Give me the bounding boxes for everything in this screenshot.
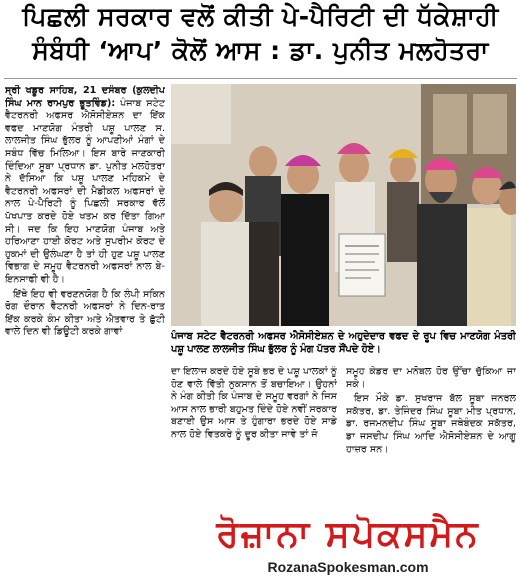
left-text-column (5, 85, 165, 510)
headline-line-2: ਸੰਬੰਧੀ ‘ਆਪ’ ਕੋਲੋਂ ਆਸ : ਡਾ. ਪੁਨੀਤ ਮਲਹੋਤਰਾ (32, 36, 489, 65)
news-photo-illustration (171, 84, 516, 326)
photo-caption: ਪੰਜਾਬ ਸਟੇਟ ਵੈਟਰਨਰੀ ਅਫਸਰ ਐਸੋਸੀਏਸ਼ਨ ਦੇ ਅਹੁਦੇਦਾਰ ਵਫਦ ਦੇ ਰੂਪ ਵਿਚ ਮਾਣਯੋਗ ਮੰਤਰੀ ਪਸ਼ੂ ਪਾਲਣ ਲਾਲਜੀਤ ਸਿੰਘ ਭੁੱਲਰ ਨੂੰ ਮੰਗ ਪੱਤਰ ਸੌਂਪਦੇ ਹੋਏ। (171, 331, 516, 355)
article-paragraph: ਦਾ ਇਲਾਜ ਕਰਦੇ ਹੋਏ ਸੂਬੇ ਭਰ ਦੇ ਪਸ਼ੂ ਪਾਲਕਾਂ ਨੂੰ ਹੋਣ ਵਾਲੇ ਵਿੱਤੀ ਨੁਕਸਾਨ ਤੋਂ ਬਚਾਇਆ। ਉਹਨਾਂ ਨੇ ਮੰਗ ਕੀਤੀ ਕਿ ਪੰਜਾਬ ਦੇ ਸਮੂਹ ਵਰਗਾਂ ਨੇ ਜਿਸ ਆਸ ਨਾਲ ਭਾਰੀ ਬਹੁਮਤ ਦਿੰਦੇ ਹੋਏ ਨਵੀਂ ਸਰਕਾਰ ਬਣਾਈ ਉਸ ਆਸ ਤੇ ਹੁੰਗਾਰਾ ਭਰਦੇ ਹੋਏ ਸਾਡੇ ਨਾਲ ਹੋਏ ਵਿਤਕਰੇ ਨੂੰ ਦੂਰ ਕੀਤਾ ਜਾਵੇ ਤਾਂ ਜੋ (171, 366, 337, 440)
article-paragraph: ਸਮੂਹ ਕੇਡਰ ਦਾ ਮਨੋਬਲ ਹੋਰ ਉੱਚਾ ਚੁੱਕਿਆ ਜਾ ਸਕੇ। (346, 366, 516, 390)
news-photo (171, 84, 516, 326)
middle-text-column (171, 366, 337, 510)
headline-divider (4, 78, 517, 79)
newspaper-masthead: ਰੋਜ਼ਾਨਾ ਸਪੋਕਸਮੈਨ (216, 513, 480, 555)
article-paragraph: ਇੱਥੇ ਇਹ ਵੀ ਵਰਣਨਯੋਗ ਹੈ ਕਿ ਲੰਪੀ ਸਕਿਨ ਰੋਗ ਦੌਰਾਨ ਵੈਟਨਰੀ ਅਫਸਰਾਂ ਨੇ ਦਿਨ-ਰਾਤ ਇੱਕ ਕਰਕੇ ਕੰਮ ਕੀਤਾ ਅਤੇ ਐਤਵਾਰ ਤੇ ਛੁੱਟੀ ਵਾਲੇ ਦਿਨ ਵੀ ਡਿਊਟੀ ਕਰਕੇ ਗਾਵਾਂ (5, 288, 165, 338)
headline-line-1: ਪਿਛਲੀ ਸਰਕਾਰ ਵਲੋਂ ਕੀਤੀ ਪੇ-ਪੈਰਿਟੀ ਦੀ ਧੱਕੇਸ਼ਾਹੀ (22, 2, 499, 31)
article-paragraph: ਪੰਜਾਬ ਸਟੇਟ ਵੈਟਰਨਰੀ ਅਫਸਰ ਐਸੋਸੀਏਸ਼ਨ ਦਾ ਇੱਕ ਵਫਦ ਮਾਣਯੋਗ ਮੰਤਰੀ ਪਸ਼ੂ ਪਾਲਣ ਸ. ਲਾਲਜੀਤ ਸਿੰਘ ਭੁੱਲਰ ਨੂੰ ਆਪਣੀਆਂ ਮੰਗਾਂ ਦੇ ਸਬੰਧ ਵਿੱਚ ਮਿਲਿਆ। ਇਸ ਬਾਰੇ ਜਾਣਕਾਰੀ ਦਿੰਦਿਆ ਸੂਬਾ ਪ੍ਰਧਾਨ ਡਾ. ਪੁਨੀਤ ਮਲਹੋਤਰਾ ਨੇ ਦੱਸਿਆ ਕਿ ਪਸ਼ੂ ਪਾਲਣ ਮਹਿਕਮੇ ਦੇ ਵੈਟਰਨਰੀ ਅਫਸਰਾਂ ਦੀ ਮੈਡੀਕਲ ਅਫਸਰਾਂ ਦੇ ਨਾਲ ਪੇ-ਪੈਰਿਟੀ ਨੂੰ ਪਿਛਲੀ ਸਰਕਾਰ ਵੱਲੋਂ ਪੱਖਪਾਤ ਕਰਦੇ ਹੋਏ ਖਤਮ ਕਰ ਦਿੱਤਾ ਗਿਆ ਸੀ। ਜਦ ਕਿ ਇਹ ਮਾਣਯੋਗ ਪੰਜਾਬ ਅਤੇ ਹਰਿਆਣਾ ਹਾਈ ਕੋਰਟ ਅਤੇ ਸੁਪਰੀਮ ਕੋਰਟ ਦੇ ਹੁਕਮਾਂ ਦੀ ਉਲੰਘਣਾ ਹੈ ਤਾਂ ਹੀ ਹੁਣ ਪਸ਼ੂ ਪਾਲਣ ਵਿਭਾਗ ਦੇ ਸਮੂਹ ਵੈਟਰਨਰੀ ਅਫਸਰਾਂ ਨਾਲ ਬੇ-ਇਨਸਾਫੀ ਵੀ ਹੈ। (5, 97, 165, 285)
article-paragraph: ਇਸ ਮੌਕੇ ਡਾ. ਸੁਖਰਾਜ ਬੱਲ ਸੂਬਾ ਜਨਰਲ ਸਕੱਤਰ, ਡਾ. ਤੇਜਿੰਦਰ ਸਿੰਘ ਸੂਬਾ ਮੀਤ ਪ੍ਰਧਾਨ, ਡਾ. ਰਜਮਨਦੀਪ ਸਿੰਘ ਸੂਬਾ ਜਥੇਬੰਦਕ ਸਕੱਤਰ, ਡਾ ਜਸਦੀਪ ਸਿੰਘ ਆਦਿ ਐਸੋਸੀਏਸ਼ਨ ਦੇ ਆਗੂ ਹਾਜ਼ਰ ਸਨ। (346, 393, 516, 455)
dateline: ਸ੍ਰੀ ਖਡੂਰ ਸਾਹਿਬ, 21 ਦਸੰਬਰ (ਕੁਲਦੀਪ ਸਿੰਘ ਮਾਨ ਰਾਮਪੁਰ ਭੂਤਵਿੰਡ): (5, 85, 165, 109)
dateline-paragraph (5, 85, 165, 287)
website-url: RozanaSpokesman.com (267, 559, 429, 575)
right-text-column (346, 366, 516, 510)
